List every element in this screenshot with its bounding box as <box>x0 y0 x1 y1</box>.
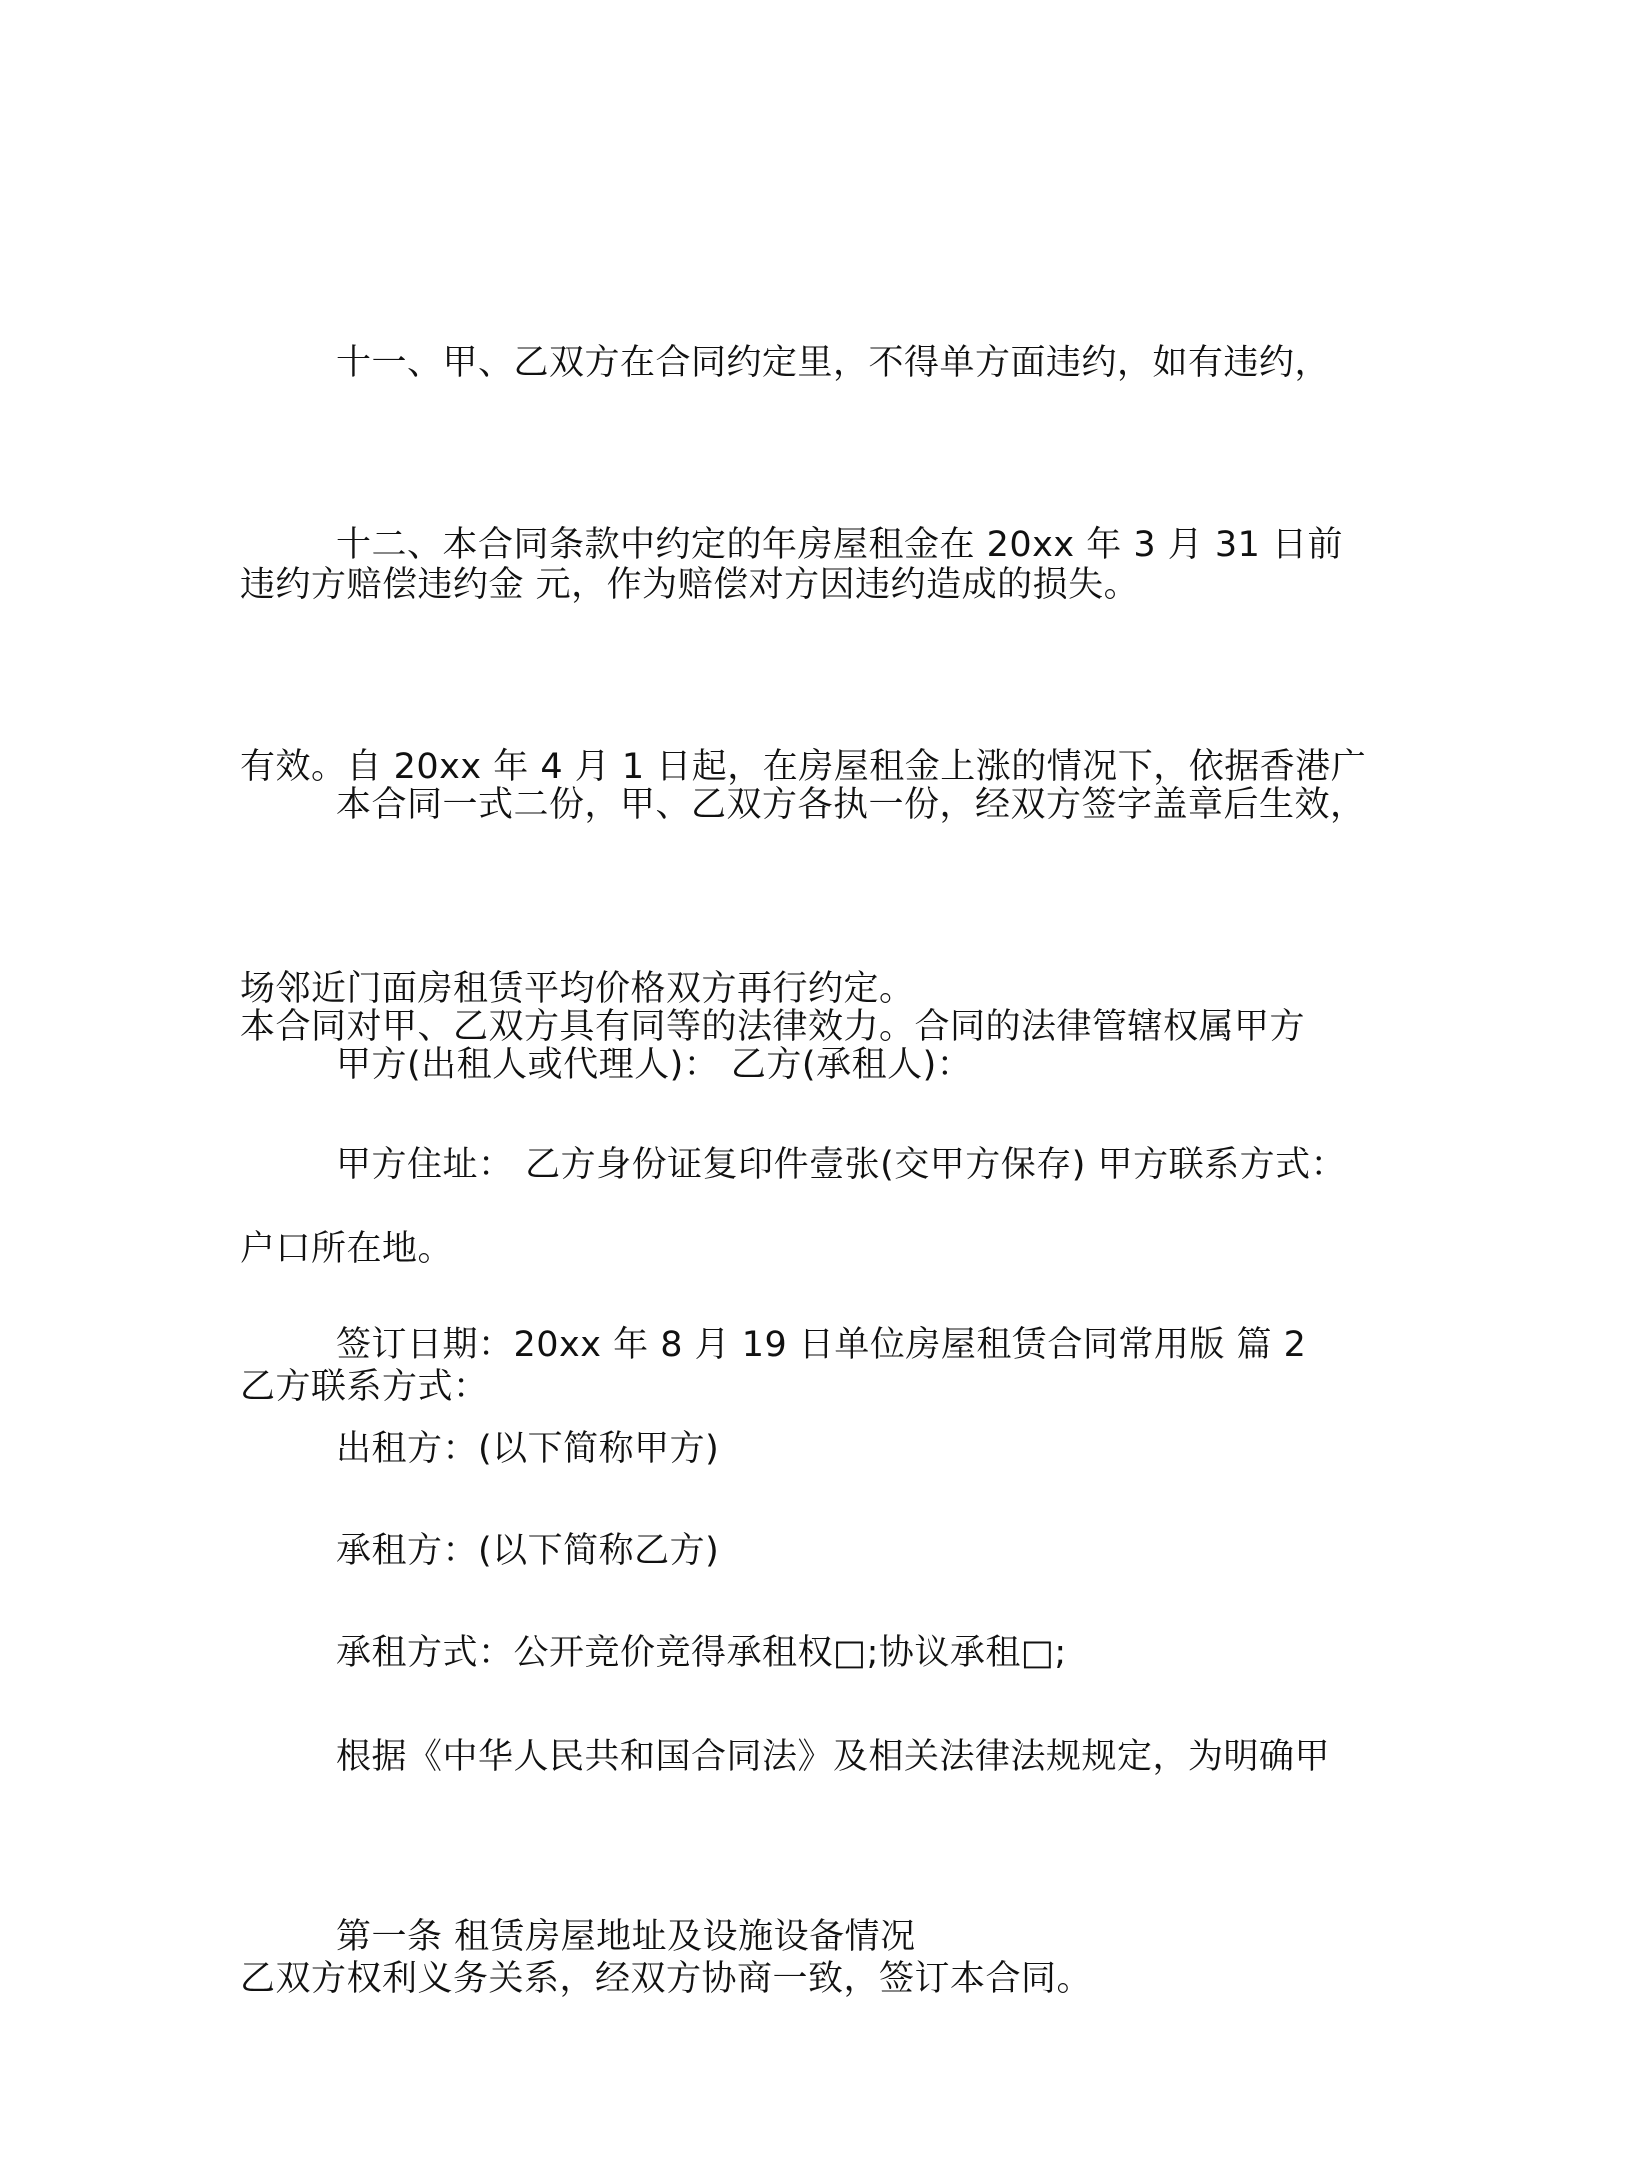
paragraph-article-1 <box>240 1752 1400 2122</box>
paragraph-line: 第一条 租赁房屋地址及设施设备情况 <box>336 1917 916 1957</box>
paragraph-line: 签订日期：20xx 年 8 月 19 日单位房屋租赁合同常用版 篇 2 <box>336 1325 1307 1365</box>
paragraph-line: 承租方式：公开竞价竞得承租权□;协议承租□; <box>336 1633 1067 1673</box>
paragraph-line: 十二、本合同条款中约定的年房屋租金在 20xx 年 3 月 31 日前 <box>336 525 1344 565</box>
paragraph-line: 出租方：(以下简称甲方) <box>336 1429 720 1469</box>
paragraph-line: 本合同一式二份，甲、乙双方各执一份，经双方签字盖章后生效， <box>336 785 1366 825</box>
paragraph-line: 十一、甲、乙双方在合同约定里，不得单方面违约，如有违约， <box>336 343 1331 383</box>
paragraph-line: 甲方(出租人或代理人)： 乙方(承租人)： <box>336 1045 973 1085</box>
paragraph-line: 乙双方权利义务关系，经双方协商一致，签订本合同。 <box>240 1959 1093 1999</box>
paragraph-line: 根据《中华人民共和国合同法》及相关法律法规规定，为明确甲 <box>336 1737 1331 1777</box>
paragraph-line: 有效。自 20xx 年 4 月 1 日起，在房屋租金上涨的情况下，依据香港广 <box>240 747 1367 787</box>
paragraph-line: 承租方：(以下简称乙方) <box>336 1531 720 1571</box>
paragraph-line: 乙方联系方式： <box>240 1367 489 1407</box>
paragraph-line: 本合同对甲、乙双方具有同等的法律效力。合同的法律管辖权属甲方 <box>240 1007 1306 1047</box>
paragraph-line: 甲方住址： 乙方身份证复印件壹张(交甲方保存) 甲方联系方式： <box>336 1145 1347 1185</box>
paragraph-line: 场邻近门面房租赁平均价格双方再行约定。 <box>240 969 915 1009</box>
paragraph-line: 户口所在地。 <box>240 1229 454 1269</box>
paragraph-line: 违约方赔偿违约金 元，作为赔偿对方因违约造成的损失。 <box>240 565 1140 605</box>
